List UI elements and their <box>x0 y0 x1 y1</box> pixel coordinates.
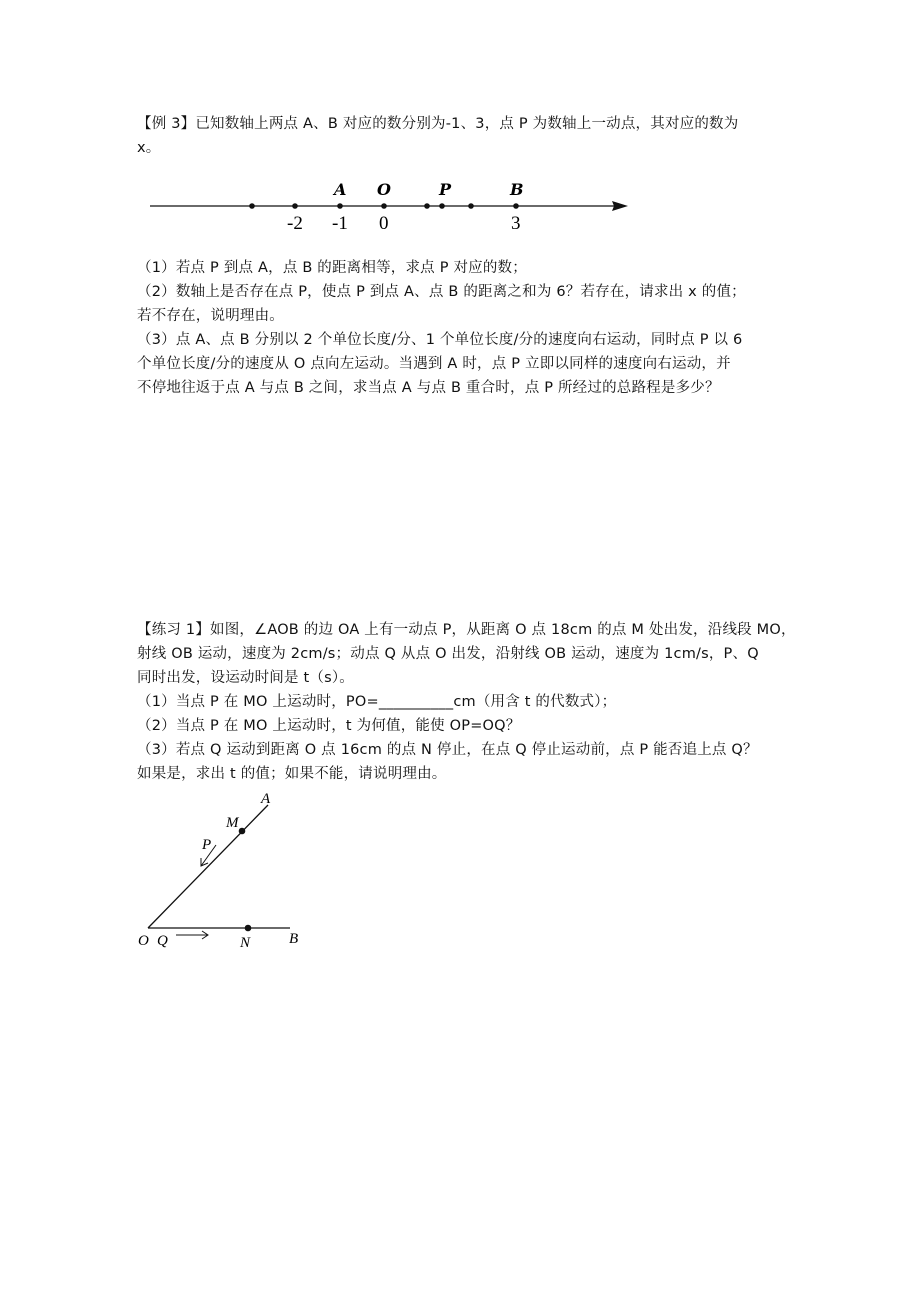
label-O: O <box>138 933 149 949</box>
label-B: B <box>510 180 524 199</box>
label-O: O <box>377 180 391 199</box>
tick-label: 3 <box>511 213 521 234</box>
point-dot <box>468 203 474 209</box>
tick-label: 0 <box>379 213 389 234</box>
tick-label: -2 <box>287 213 303 234</box>
text-line: x。 <box>137 140 161 156</box>
example3-statement <box>137 112 787 160</box>
label-P: P <box>439 180 452 199</box>
text-line: 【例 3】已知数轴上两点 A、B 对应的数分别为-1、3，点 P 为数轴上一动点，其对应的数为 <box>137 116 739 132</box>
label-M: M <box>226 815 239 831</box>
practice1-statement <box>137 618 796 786</box>
text-line: 【练习 1】如图，∠AOB 的边 OA 上有一动点 P，从距离 O 点 18cm 的点 M 处出发，沿线段 MO， <box>137 622 796 638</box>
label-A: A <box>334 180 347 199</box>
label-Q: Q <box>157 933 168 949</box>
text-line: （1）当点 P 在 MO 上运动时，PO=__________cm（用含 t 的代数式）； <box>137 694 617 710</box>
point-dot <box>249 203 255 209</box>
example3-questions <box>137 256 787 400</box>
text-line: 射线 OB 运动，速度为 2cm/s；动点 Q 从点 O 出发，沿射线 OB 运动，速度为 1cm/s，P、Q <box>137 646 759 662</box>
question-line: （1）若点 P 到点 A，点 B 的距离相等，求点 P 对应的数； <box>137 260 527 276</box>
angle-figure <box>130 785 320 955</box>
question-line: 不停地往返于点 A 与点 B 之间，求当点 A 与点 B 重合时，点 P 所经过的总路程是多少？ <box>137 380 720 396</box>
number-line-figure <box>140 175 640 235</box>
label-B: B <box>289 931 299 947</box>
question-line: 个单位长度/分的速度从 O 点向左运动。当遇到 A 时，点 P 立即以同样的速度向右运动，并 <box>137 356 731 372</box>
point-dot <box>292 203 298 209</box>
ray-OA <box>148 805 268 928</box>
label-P: P <box>202 837 212 853</box>
text-line: 如果是，求出 t 的值；如果不能，请说明理由。 <box>137 766 447 782</box>
tick-label: -1 <box>332 213 348 234</box>
question-line: （2）数轴上是否存在点 P，使点 P 到点 A、点 B 的距离之和为 6？若存在，请求出 x 的值； <box>137 284 746 300</box>
question-line: 若不存在，说明理由。 <box>137 308 284 324</box>
point-dot-B <box>513 203 519 209</box>
label-N: N <box>240 935 251 951</box>
point-dot-A <box>337 203 343 209</box>
text-line: （3）若点 Q 运动到距离 O 点 16cm 的点 N 停止，在点 Q 停止运动前，点 P 能否追上点 Q？ <box>137 742 758 758</box>
point-M <box>239 828 246 835</box>
point-dot <box>424 203 430 209</box>
text-line: 同时出发，设运动时间是 t（s）。 <box>137 670 354 686</box>
question-line: （3）点 A、点 B 分别以 2 个单位长度/分、1 个单位长度/分的速度向右运动，同时点 P 以 6 <box>137 332 743 348</box>
text-line: （2）当点 P 在 MO 上运动时，t 为何值，能使 OP=OQ？ <box>137 718 521 734</box>
point-dot-P <box>439 203 445 209</box>
point-dot-O <box>381 203 387 209</box>
axis-arrow-icon <box>612 201 628 211</box>
point-N <box>245 925 252 932</box>
label-A: A <box>261 791 271 807</box>
